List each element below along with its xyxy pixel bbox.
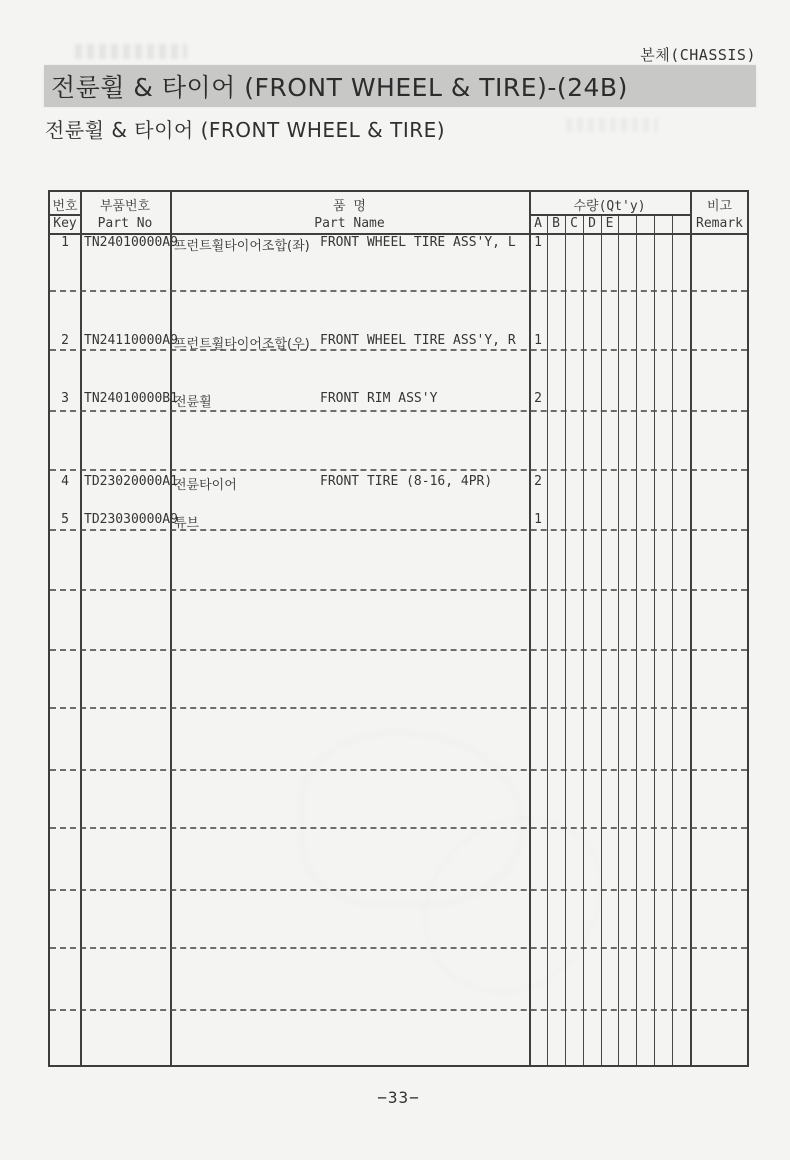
part-key: 2 [61,333,69,348]
header-name-kr: 품 명 [333,199,366,214]
header-remark-kr: 비고 [706,199,733,214]
bleed-sketch [300,732,524,906]
column-line [690,192,692,1065]
part-name-kr: 전륜휠 [174,395,212,410]
part-name-en: FRONT WHEEL TIRE ASS'Y, R [320,333,516,348]
section-title-banner [44,65,756,107]
part-number: TN24010000A9 [84,235,178,250]
row-separator [50,589,747,591]
part-qty-a: 2 [534,391,542,406]
row-separator [50,469,747,471]
column-line [170,192,172,1065]
part-key: 1 [61,235,69,250]
part-qty-a: 2 [534,474,542,489]
header-qty-e: E [605,216,614,231]
parts-table [48,190,749,1067]
table-row [50,391,747,408]
section-title: 전륜휠 & 타이어 (FRONT WHEEL & TIRE)-(24B) [51,73,628,102]
header-partno-kr: 부품번호 [99,199,151,214]
part-name-en: FRONT RIM ASS'Y [320,391,438,406]
table-row [50,474,747,491]
part-name-kr: 프런트휠타이어조합(좌) [174,239,310,254]
header-remark-en: Remark [696,216,743,231]
row-separator [50,827,747,829]
bleed-smudge [566,118,658,132]
row-separator [50,769,747,771]
part-qty-a: 1 [534,333,542,348]
part-number: TD23030000A9 [84,512,178,527]
part-name-kr: 전륜타이어 [174,478,237,493]
bleed-ghost-text [75,44,187,59]
column-line [80,192,82,1065]
part-name-kr: 프런트휠타이어조합(우) [174,337,310,352]
table-row [50,235,747,252]
part-number: TD23020000A1 [84,474,178,489]
part-qty-a: 1 [534,512,542,527]
part-key: 3 [61,391,69,406]
row-separator [50,649,747,651]
row-separator [50,290,747,292]
header-key-kr: 번호 [52,199,78,214]
page-number: −33− [377,1088,420,1107]
header-name-en: Part Name [314,216,385,231]
row-separator [50,707,747,709]
header-qty-a: A [534,216,542,231]
row-separator [50,529,747,531]
column-line [529,192,531,1065]
part-name-en: FRONT TIRE (8-16, 4PR) [320,474,493,489]
row-separator [50,1009,747,1011]
part-key: 5 [61,512,69,527]
table-row [50,333,747,350]
row-separator [50,947,747,949]
header-partno-en: Part No [97,216,153,231]
row-separator [50,889,747,891]
header-qty-b: B [552,216,560,231]
header-qty-c: C [570,216,578,231]
part-number: TN24010000B1 [84,391,178,406]
table-row [50,512,747,529]
part-qty-a: 1 [534,235,542,250]
chassis-section-label: 본체(CHASSIS) [640,46,756,64]
part-name-kr: 튜브 [174,516,200,531]
bleed-sketch [399,786,625,1022]
header-qty-d: D [588,216,596,231]
header-key-en: Key [53,216,77,231]
part-key: 4 [61,474,69,489]
page-subtitle: 전륜휠 & 타이어 (FRONT WHEEL & TIRE) [45,118,446,142]
part-number: TN24110000A9 [84,333,178,348]
header-qty-group: 수량(Qt'y) [573,199,646,214]
part-name-en: FRONT WHEEL TIRE ASS'Y, L [320,235,516,250]
row-separator [50,410,747,412]
